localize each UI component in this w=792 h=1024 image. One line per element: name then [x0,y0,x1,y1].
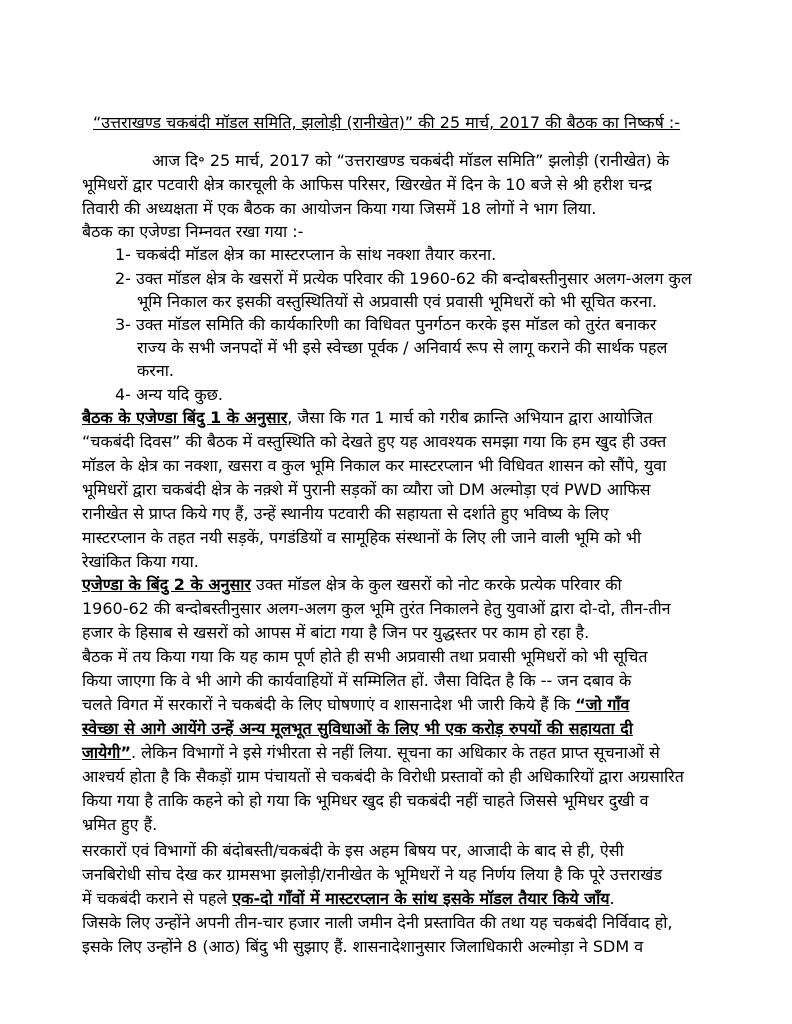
para4-emphasis-line [82,888,615,910]
para1-line: भूमिधरों द्वारा चकबंदी क्षेत्र के नक़्शे में पुरानी सड़कों का व्यौरा जो DM अल्मोड़ा एवं PWD आफिस [82,480,651,499]
para1-line: मॉडल के क्षेत्र का नक्शा, खसरा व कुल भूमि निकाल कर मास्टरप्लान भी विधिवत शासन को सौंपे, युवा [82,456,667,475]
para3-tail-line: भ्रमित हुए हैं. [82,815,158,834]
para4-tail-line: इसके लिए उन्होंने 8 (आठ) बिंदु भी सुझाए हैं. शासनादेशानुसार जिलाधिकारी अल्मोड़ा ने SDM व [82,937,644,956]
para2-lead: एजेण्डा के बिंदु 2 के अनुसार [82,575,251,594]
para2-rest: उक्त मॉडल क्षेत्र के कुल खसरों को नोट करके प्रत्येक परिवार की [250,575,622,594]
para1-line: मास्टरप्लान के तहत नयी सड़कें, पगडंडियों व सामूहिक संस्थानों के लिए ली जाने वाली भूमि को भी [82,528,642,547]
para3-tail-line: किया गया है ताकि कहने को हो गया कि भूमिधर खुद ही चकबंदी नहीं चाहते जिससे भूमिधर दुखी व [82,791,649,810]
agenda-item: 3- उक्त मॉडल समिति की कार्यकारिणी का विधिवत पुनर्गठन करके इस मॉडल को तुरंत बनाकर [115,315,657,334]
intro-line: भूमिधरों द्वार पटवारी क्षेत्र कारचूली के आफिस परिसर, खिरखेत में दिन के 10 बजे से श्री हरीश चन्द्र [82,175,652,194]
agenda-item: 2- उक्त मॉडल क्षेत्र के खसरों में प्रत्येक परिवार की 1960-62 की बन्दोबस्तीनुसार अलग-अलग कुल [115,269,692,288]
intro-line: आज दि॰ 25 मार्च, 2017 को “उत्तराखण्ड चकबंदी मॉडल समिति” झलोड़ी (रानीखेत) के [152,151,670,170]
para3-line: बैठक में तय किया गया कि यह काम पूर्ण होते ही सभी अप्रवासी तथा प्रवासी भूमिधरों को भी सूचित [82,647,648,666]
para3-after-quote: . लेकिन विभागों ने इसे गंभीरता से नहीं लिया. सूचना का अधिकार के तहत प्राप्त सूचनाओं से [130,743,660,762]
para4-line: जनबिरोधी सोच देख कर ग्रामसभा झलोड़ी/रानीखेत के भूमिधरों ने यह निर्णय लिया है कि पूरे उत्तराखंड [82,865,663,884]
para2-first-line [82,574,622,596]
para4-emphasis: एक-दो गाँवों में मास्टरप्लान के सांथ इसके मॉडल तैयार किये जाँय [232,889,610,908]
para2-line: हजार के हिसाब से खसरों को आपस में बांटा गया है जिन पर युद्धस्तर पर काम हो रहा है. [82,623,590,642]
para3-quote-end-line [82,742,660,764]
para3-tail-line: आश्चर्य होता है कि सैकड़ों ग्राम पंचायतों से चकबंदी के विरोधी प्रस्तावों को ही अधिकारियों द्वारा अग्रसारित [82,767,684,786]
para1-line: “चकबंदी दिवस” की बैठक में वस्तुस्थिति को देखते हुए यह आवश्यक समझा गया कि हम खुद ही उक्त [82,432,667,451]
para4-line: सरकारों एवं विभागों की बंदोबस्ती/चकबंदी के इस अहम बिषय पर, आजादी के बाद से ही, ऐसी [82,841,624,860]
agenda-heading: बैठक का एजेण्डा निम्नवत रखा गया :- [82,222,304,241]
para1-first-line [82,407,653,429]
para3-quote: स्वेच्छा से आगे आयेंगे उन्हें अन्य मूलभूत सुविधाओं के लिए भी एक करोड़ रुपयों की सहायता दी [82,719,633,738]
para1-lead: बैठक के एजेण्डा बिंदु 1 के अनुसार [82,408,288,427]
para4-tail-line: जिसके लिए उन्होंने अपनी तीन-चार हजार नाली जमीन देनी प्रस्तावित की तथा यह चकबंदी निर्विवाद हो, [82,913,673,932]
agenda-item-cont: करना. [137,361,174,380]
intro-line: तिवारी की अध्यक्षता में एक बैठक का आयोजन किया गया जिसमें 18 लोगों ने भाग लिया. [82,199,597,218]
para4-line3-end: . [609,889,615,908]
para1-rest: , जैसा कि गत 1 मार्च को गरीब क्रान्ति अभियान द्वारा आयोजित [287,408,653,427]
para3-quote-end: जायेगी” [82,743,131,762]
agenda-item-cont: राज्य के सभी जनपदों में भी इसे स्वेच्छा पूर्वक / अनिवार्य रूप से लागू कराने की सार्थक पहल [137,338,668,357]
document-title: “उत्तराखण्ड चकबंदी मॉडल समिति, झलोड़ी (रानीखेत)” की 25 मार्च, 2017 की बैठक का निष्कर्ष :- [93,113,681,132]
para4-line3-start: में चकबंदी कराने से पहले [82,889,233,908]
para1-line: रेखांकित किया गया. [82,552,199,571]
agenda-item-cont: भूमि निकाल कर इसकी वस्तुस्थितियों से अप्रवासी एवं प्रवासी भूमिधरों को भी सूचित करना. [137,292,658,311]
para3-line: किया जाएगा कि वे भी आगे की कार्यवाहियों में सम्मिलित हों. जैसा विदित है कि -- जन दबाव के [82,671,632,690]
agenda-item: 1- चकबंदी मॉडल क्षेत्र का मास्टरप्लान के सांथ नक्शा तैयार करना. [115,245,497,264]
agenda-item: 4- अन्य यदि कुछ. [115,385,223,404]
para3-line: चलते विगत में सरकारों ने चकबंदी के लिए घोषणाएं व शासनादेश भी जारी किये हैं कि [82,695,571,714]
para3-quote-start: “जो गाँव [575,695,630,714]
para3-line-with-quote [82,694,629,716]
para1-line: रानीखेत से प्राप्त किये गए हैं, उन्हें स्थानीय पटवारी की सहायता से दर्शाते हुए भविष्य के लिए [82,504,609,523]
para2-line: 1960-62 की बन्दोबस्तीनुसार अलग-अलग कुल भूमि तुरंत निकालने हेतु युवाओं द्वारा दो-दो, तीन-तीन [82,599,671,618]
